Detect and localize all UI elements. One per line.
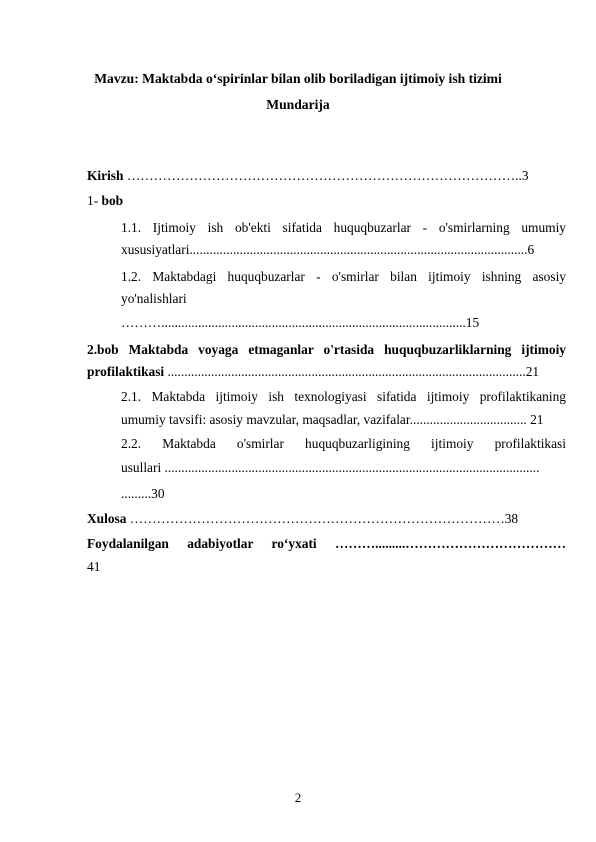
toc-entry-references-line1: Foydalanilgan adabiyotlar ro‘yxati ……….........………………………………: [87, 536, 566, 551]
toc-section-1-1-line1: 1.1. Ijtimoiy ish ob'ekti sifatida huquqbuzarlar - o'smirlarning umumiy: [121, 220, 566, 235]
toc-entry-xulosa: [87, 509, 566, 529]
toc-section-2-1-line2: umumiy tavsifi: asosiy mavzular, maqsadlar, vazifalar................................... 21: [121, 412, 544, 427]
chapter-2-label-end: profilaktikasi: [87, 364, 165, 379]
toc-entry-label: Xulosa: [87, 511, 127, 526]
toc-section-2-2-line2: usullari ................................................................................................................: [121, 460, 540, 475]
chapter-2-dots: ...........................................................................................................21: [164, 364, 540, 379]
toc-entry-dots: ……………………………………………………………………………..3: [123, 168, 529, 183]
document-title: Mavzu: Maktabda o‘spirinlar bilan olib boriladigan ijtimoiy ish tizimi: [94, 71, 502, 86]
toc-chapter-2-line1: 2.bob Maktabda voyaga etmaganlar o'rtasida huquqbuzarliklarning ijtimoiy: [87, 342, 566, 357]
toc-entry-dots: …………………………………………………………………………38: [126, 511, 519, 526]
toc-section-1-1-line2: xususiyatlari.....................................................................................................6: [121, 242, 535, 257]
toc-section-1-2-line3: ………...........................................................................................15: [121, 315, 480, 330]
page-number: 2: [294, 790, 302, 805]
toc-section-1-2-line1: 1.2. Maktabdagi huquqbuzarlar - o'smirlar bilan ijtimoiy ishning asosiy: [121, 269, 566, 284]
toc-section-2-1-line1: 2.1. Maktabda ijtimoiy ish texnologiyasi sifatida ijtimoiy profilaktikaning: [121, 389, 566, 404]
toc-entry-kirish: [87, 166, 566, 186]
toc-entry-references-line2: 41: [87, 559, 101, 574]
toc-section-2-2-line3: .........30: [121, 486, 165, 501]
toc-section-2-2-line1: 2.2. Maktabda o'smirlar huquqbuzarligining ijtimoiy profilaktikasi: [121, 436, 566, 451]
toc-chapter-1: [87, 191, 566, 211]
toc-entry-label: Kirish: [87, 168, 124, 183]
toc-heading: Mundarija: [266, 97, 330, 112]
chapter-label: bob: [101, 193, 124, 208]
toc-section-1-2-line2: yo'nalishlari: [121, 291, 187, 306]
toc-chapter-2-line2: [87, 362, 566, 382]
chapter-number: 1-: [87, 193, 102, 208]
